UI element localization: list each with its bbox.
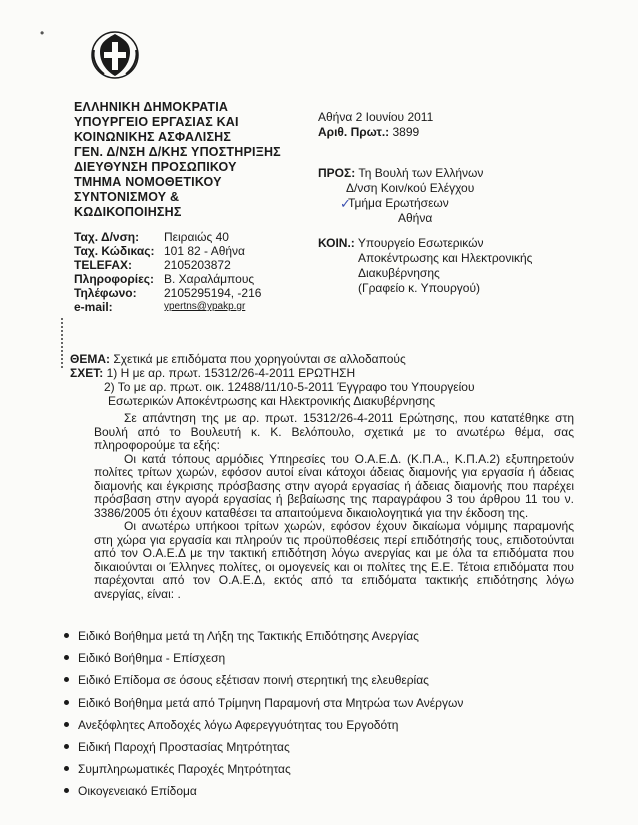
cc-line: Διακυβέρνησης <box>358 266 440 280</box>
contact-value: Πειραιώς 40 <box>164 230 229 244</box>
contact-value: 101 82 - Αθήνα <box>164 244 245 258</box>
subject-row <box>70 352 475 366</box>
protocol-label: Αριθ. Πρωτ.: <box>318 125 390 139</box>
subject-block <box>70 352 475 408</box>
handwritten-check-mark: ✓ <box>340 196 351 211</box>
recipient-row <box>318 166 483 181</box>
ministry-header <box>74 100 281 220</box>
benefit-item: Ειδικό Επίδομα σε όσους εξέτισαν ποινή στερητική της ελευθερίας <box>64 672 463 694</box>
reference-2-cont: Εσωτερικών Αποκέντρωσης και Ηλεκτρονικής Διακυβέρνησης <box>108 394 435 408</box>
recipient-line: Τη Βουλή των Ελλήνων <box>358 166 484 180</box>
ministry-line: ΚΟΙΝΩΝΙΚΗΣ ΑΣΦΑΛΙΣΗΣ <box>74 130 232 144</box>
ministry-line: ΥΠΟΥΡΓΕΙΟ ΕΡΓΑΣΙΑΣ ΚΑΙ <box>74 115 239 129</box>
contact-details <box>74 230 261 314</box>
reference-2: 2) Το με αρ. πρωτ. οικ. 12488/11/10-5-2011 Έγγραφο του Υπουργείου <box>104 380 475 394</box>
benefits-list <box>64 628 463 806</box>
contact-label: e-mail: <box>74 300 113 314</box>
cc-line: (Γραφείο κ. Υπουργού) <box>358 281 481 295</box>
corner-mark: • <box>40 26 45 40</box>
contact-row <box>74 244 261 258</box>
ministry-line: ΤΜΗΜΑ ΝΟΜΟΘΕΤΙΚΟΥ <box>74 175 222 189</box>
ministry-line: ΚΩΔΙΚΟΠΟΙΗΣΗΣ <box>74 205 182 219</box>
benefit-item: Ειδικό Βοήθημα - Επίσχεση <box>64 650 463 672</box>
recipient-line: Αθήνα <box>398 211 433 225</box>
protocol-row <box>318 125 433 140</box>
cc-row <box>318 236 532 251</box>
reference-1: 1) Η με αρ. πρωτ. 15312/26-4-2011 ΕΡΩΤΗΣΗ <box>106 366 356 380</box>
benefit-item: Ειδικό Βοήθημα μετά τη Λήξη της Τακτικής Επιδότησης Ανεργίας <box>64 628 463 650</box>
contact-label: Ταχ. Κώδικας: <box>74 244 155 258</box>
margin-dots <box>61 318 66 368</box>
cc-line: Αποκέντρωσης και Ηλεκτρονικής <box>358 251 533 265</box>
contact-label: Τηλέφωνο: <box>74 286 137 300</box>
contact-row <box>74 286 261 300</box>
benefit-item: Ανεξόφλητες Αποδοχές λόγω Αφερεγγυότητας του Εργοδότη <box>64 717 463 739</box>
benefit-item: Ειδικό Βοήθημα μετά από Τρίμηνη Παραμονή στα Μητρώα των Ανέργων <box>64 695 463 717</box>
subject-text: Σχετικά με επιδόματα που χορηγούνται σε αλλοδαπούς <box>113 352 406 366</box>
benefit-item: Ειδική Παροχή Προστασίας Μητρότητας <box>64 739 463 761</box>
contact-value: Β. Χαραλάμπους <box>164 272 255 286</box>
recipient-line: Δ/νση Κοιν/κού Ελέγχου <box>346 181 475 195</box>
contact-row <box>74 258 261 272</box>
reference-label: ΣΧΕΤ: <box>70 366 104 380</box>
body-paragraph: Οι ανωτέρω υπήκοοι τρίτων χωρών, εφόσον έχουν δικαίωμα νόμιμης παραμονής στη χώρα για εργασία και πληρούν τις προϋποθέσεις περί επιδότησής τους, επιδοτούνται από τον Ο.Α.Ε.Δ με την τακτική επιδότηση λόγω ανεργίας και με όλα τα επιδόματα που δικαιούνται οι Έλληνες πολίτες, οι ομογενείς και οι πολίτες της Ε.Ε. Τέτοια επιδόματα που παρέχονται από τον Ο.Α.Ε.Δ, εκτός από τα επιδόματα τακτικής επιδότησης λόγω ανεργίας, είναι: . <box>94 519 574 601</box>
contact-label: Ταχ. Δ/νση: <box>74 230 140 244</box>
ministry-line: ΣΥΝΤΟΝΙΣΜΟΥ & <box>74 190 180 204</box>
date-protocol-block <box>318 110 433 140</box>
protocol-number: 3899 <box>392 125 420 139</box>
contact-label: TELEFAX: <box>74 258 133 272</box>
ministry-line: ΕΛΛΗΝΙΚΗ ΔΗΜΟΚΡΑΤΙΑ <box>74 100 229 114</box>
body-paragraph: Σε απάντηση της με αρ. πρωτ. 15312/26-4-2011 Ερώτησης, που κατατέθηκε στη Βουλή από το Βουλευτή κ. Κ. Βελόπουλο, σχετικά με το ανωτέρω θέμα, σας πληροφορούμε τα εξής: <box>94 411 574 452</box>
cc-label: ΚΟΙΝ.: <box>318 236 355 250</box>
cc-line: Υπουργείο Εσωτερικών <box>357 236 484 250</box>
document-date: Αθήνα 2 Ιουνίου 2011 <box>318 110 434 124</box>
letter-body <box>94 412 574 601</box>
body-paragraph: Οι κατά τόπους αρμόδιες Υπηρεσίες του Ο.Α.Ε.Δ. (Κ.Π.Α., Κ.Π.Α.2) εξυπηρετούν πολίτες τρίτων χωρών, εφόσον αυτοί είναι κάτοχοι άδειας διαμονής για εργασία ή άδειας διαμονής και έγκρισης πρόσβασης στην αγορά εργασίας ή άδειας διαμονής που παρέχει πρόσβαση στην αγορά εργασίας ή βεβαίωσης της παραγράφου 3 του άρθρου 11 του ν. 3386/2005 ότι έχουν καταθέσει τα απαιτούμενα δικαιολογητικά για την έκδοση της. <box>94 451 574 520</box>
email-link[interactable]: ypertns@ypakp.gr <box>164 301 246 312</box>
cc-block <box>318 236 532 296</box>
benefit-item: Συμπληρωματικές Παροχές Μητρότητας <box>64 761 463 783</box>
recipient-label: ΠΡΟΣ: <box>318 166 356 180</box>
benefit-item: Οικογενειακό Επίδομα <box>64 783 463 805</box>
greek-coat-of-arms-icon <box>90 30 140 80</box>
ministry-line: ΔΙΕΥΘΥΝΣΗ ΠΡΟΣΩΠΙΚΟΥ <box>74 160 237 174</box>
contact-label: Πληροφορίες: <box>74 272 155 286</box>
contact-row <box>74 272 261 286</box>
contact-row <box>74 300 261 314</box>
contact-row <box>74 230 261 244</box>
recipient-line: Τμήμα Ερωτήσεων <box>348 196 449 210</box>
ministry-line: ΓΕΝ. Δ/ΝΣΗ Δ/ΚΗΣ ΥΠΟΣΤΗΡΙΞΗΣ <box>74 145 281 159</box>
contact-value: 2105203872 <box>164 258 231 272</box>
subject-label: ΘΕΜΑ: <box>70 352 110 366</box>
contact-value: 2105295194, -216 <box>164 286 262 300</box>
reference-row <box>70 366 475 380</box>
